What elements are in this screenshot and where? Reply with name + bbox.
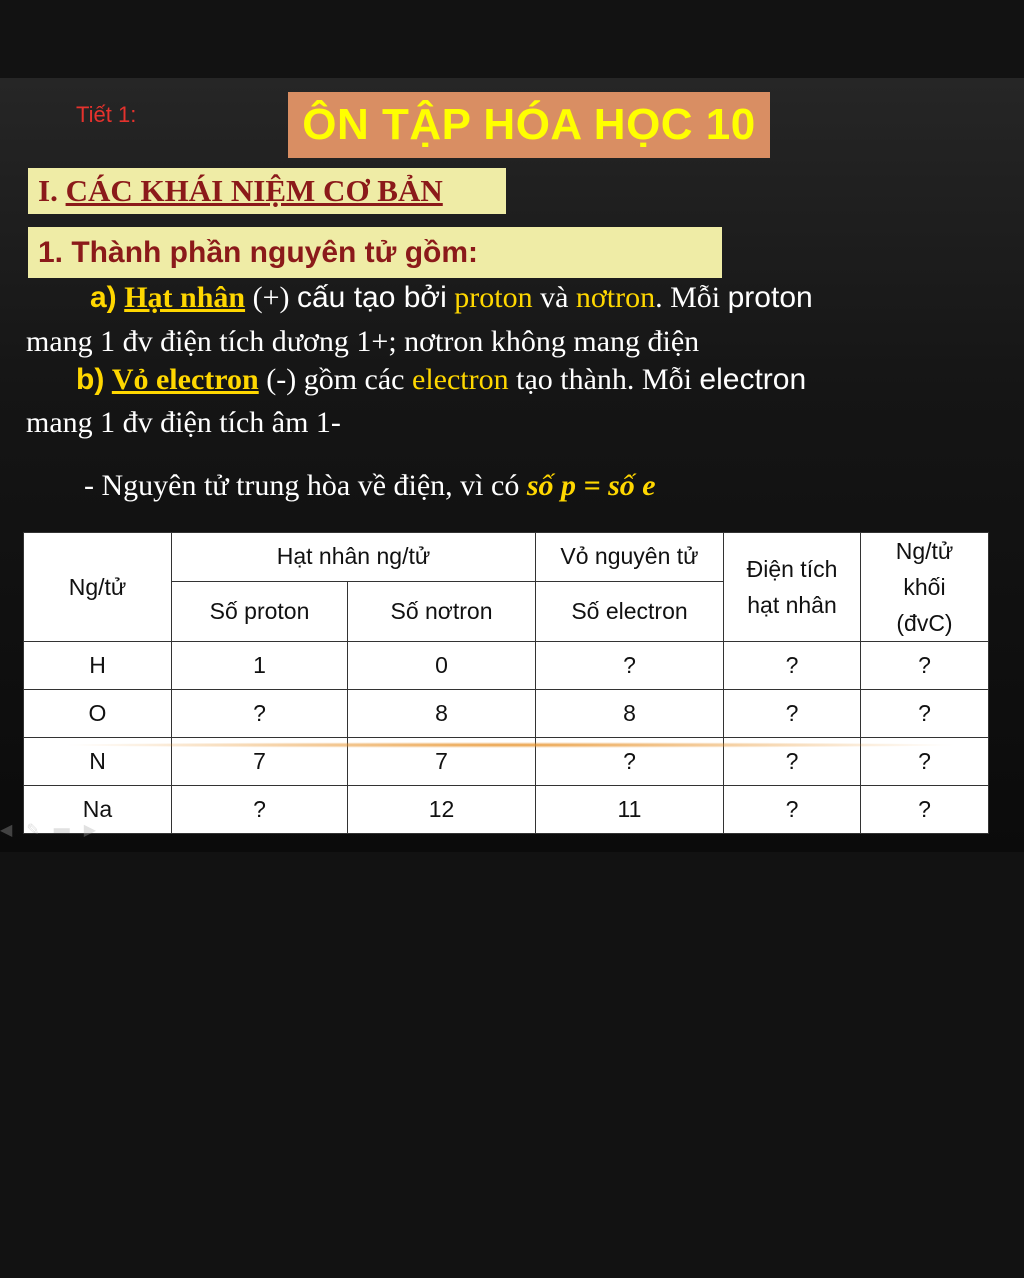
part-b-line-1 bbox=[26, 363, 1024, 397]
part-a-term: Hạt nhân bbox=[124, 281, 246, 314]
part-b-text-1: (-) gồm các bbox=[266, 363, 405, 396]
table-cell: 8 bbox=[536, 690, 724, 738]
part-a-sign: (+) bbox=[252, 281, 290, 314]
header-shell-group: Vỏ nguyên tử bbox=[536, 533, 724, 582]
part-b-line-2: mang 1 đv điện tích âm 1- bbox=[26, 406, 341, 439]
table-cell: ? bbox=[861, 642, 989, 690]
header-proton: Số proton bbox=[172, 581, 348, 641]
part-a-neutron: nơtron bbox=[575, 281, 656, 314]
part-b-electron: electron bbox=[412, 363, 509, 396]
header-nucleus-group: Hạt nhân ng/tử bbox=[172, 533, 536, 582]
menu-icon[interactable]: ▬ bbox=[53, 820, 70, 837]
neutral-emphasis: số p = số e bbox=[526, 469, 656, 502]
table-row bbox=[24, 642, 989, 690]
table-cell: 0 bbox=[348, 642, 536, 690]
slide-title: ÔN TẬP HÓA HỌC 10 bbox=[288, 92, 770, 158]
header-electron: Số electron bbox=[536, 581, 724, 641]
part-a-each: . Mỗi bbox=[655, 281, 721, 314]
neutral-statement bbox=[26, 469, 1024, 503]
table-header-row-1 bbox=[24, 533, 989, 582]
table-cell: ? bbox=[536, 642, 724, 690]
section-heading bbox=[28, 168, 506, 214]
part-a-verb: cấu tạo bởi bbox=[296, 281, 447, 314]
part-b-term: Vỏ electron bbox=[111, 363, 259, 396]
part-b-electron-2: electron bbox=[699, 363, 807, 396]
table-cell: ? bbox=[724, 786, 861, 834]
table-cell: 8 bbox=[348, 690, 536, 738]
header-atom: Ng/tử bbox=[24, 533, 172, 642]
next-arrow-icon[interactable]: ▶ bbox=[83, 822, 97, 839]
part-a-line-2: mang 1 đv điện tích dương 1+; nơtron không mang điện bbox=[26, 325, 700, 358]
table-cell: 1 bbox=[172, 642, 348, 690]
table-row bbox=[24, 690, 989, 738]
part-a-letter: a) bbox=[90, 281, 117, 314]
part-a-proton: proton bbox=[454, 281, 533, 314]
prev-arrow-icon[interactable]: ◀ bbox=[0, 822, 13, 839]
pen-icon[interactable]: ✎ bbox=[26, 822, 40, 839]
table-cell: 7 bbox=[172, 738, 348, 786]
subsection-heading: 1. Thành phần nguyên tử gồm: bbox=[28, 227, 722, 278]
table-cell: O bbox=[24, 690, 172, 738]
table-cell: ? bbox=[536, 738, 724, 786]
neutral-text: - Nguyên tử trung hòa về điện, vì có bbox=[84, 469, 520, 502]
table-row bbox=[24, 738, 989, 786]
atoms-table bbox=[23, 532, 989, 834]
table-cell: 7 bbox=[348, 738, 536, 786]
table-row bbox=[24, 786, 989, 834]
table-cell: 11 bbox=[536, 786, 724, 834]
header-charge: Điện tích hạt nhân bbox=[724, 533, 861, 642]
part-b-text-2: tạo thành. Mỗi bbox=[516, 363, 692, 396]
table-cell: ? bbox=[172, 786, 348, 834]
slide-nav-controls bbox=[0, 820, 96, 840]
slide bbox=[0, 78, 1024, 852]
part-a-line-1 bbox=[26, 281, 1024, 315]
table-cell: ? bbox=[861, 786, 989, 834]
part-a-and: và bbox=[540, 281, 569, 314]
header-mass: Ng/tử khối (đvC) bbox=[861, 533, 989, 642]
table-cell: H bbox=[24, 642, 172, 690]
table-cell: Na bbox=[24, 786, 172, 834]
table-cell: ? bbox=[861, 690, 989, 738]
part-b-letter: b) bbox=[76, 363, 105, 396]
table-cell: ? bbox=[724, 642, 861, 690]
table-cell: ? bbox=[172, 690, 348, 738]
section-prefix: I. bbox=[38, 173, 58, 208]
lesson-label: Tiết 1: bbox=[76, 102, 137, 127]
part-a-proton-2: proton bbox=[727, 281, 813, 314]
table-cell: ? bbox=[724, 690, 861, 738]
table-cell: ? bbox=[861, 738, 989, 786]
table-cell: ? bbox=[724, 738, 861, 786]
table-body bbox=[24, 642, 989, 834]
table-cell: N bbox=[24, 738, 172, 786]
header-neutron: Số nơtron bbox=[348, 581, 536, 641]
table-cell: 12 bbox=[348, 786, 536, 834]
section-text: CÁC KHÁI NIỆM CƠ BẢN bbox=[65, 173, 443, 208]
